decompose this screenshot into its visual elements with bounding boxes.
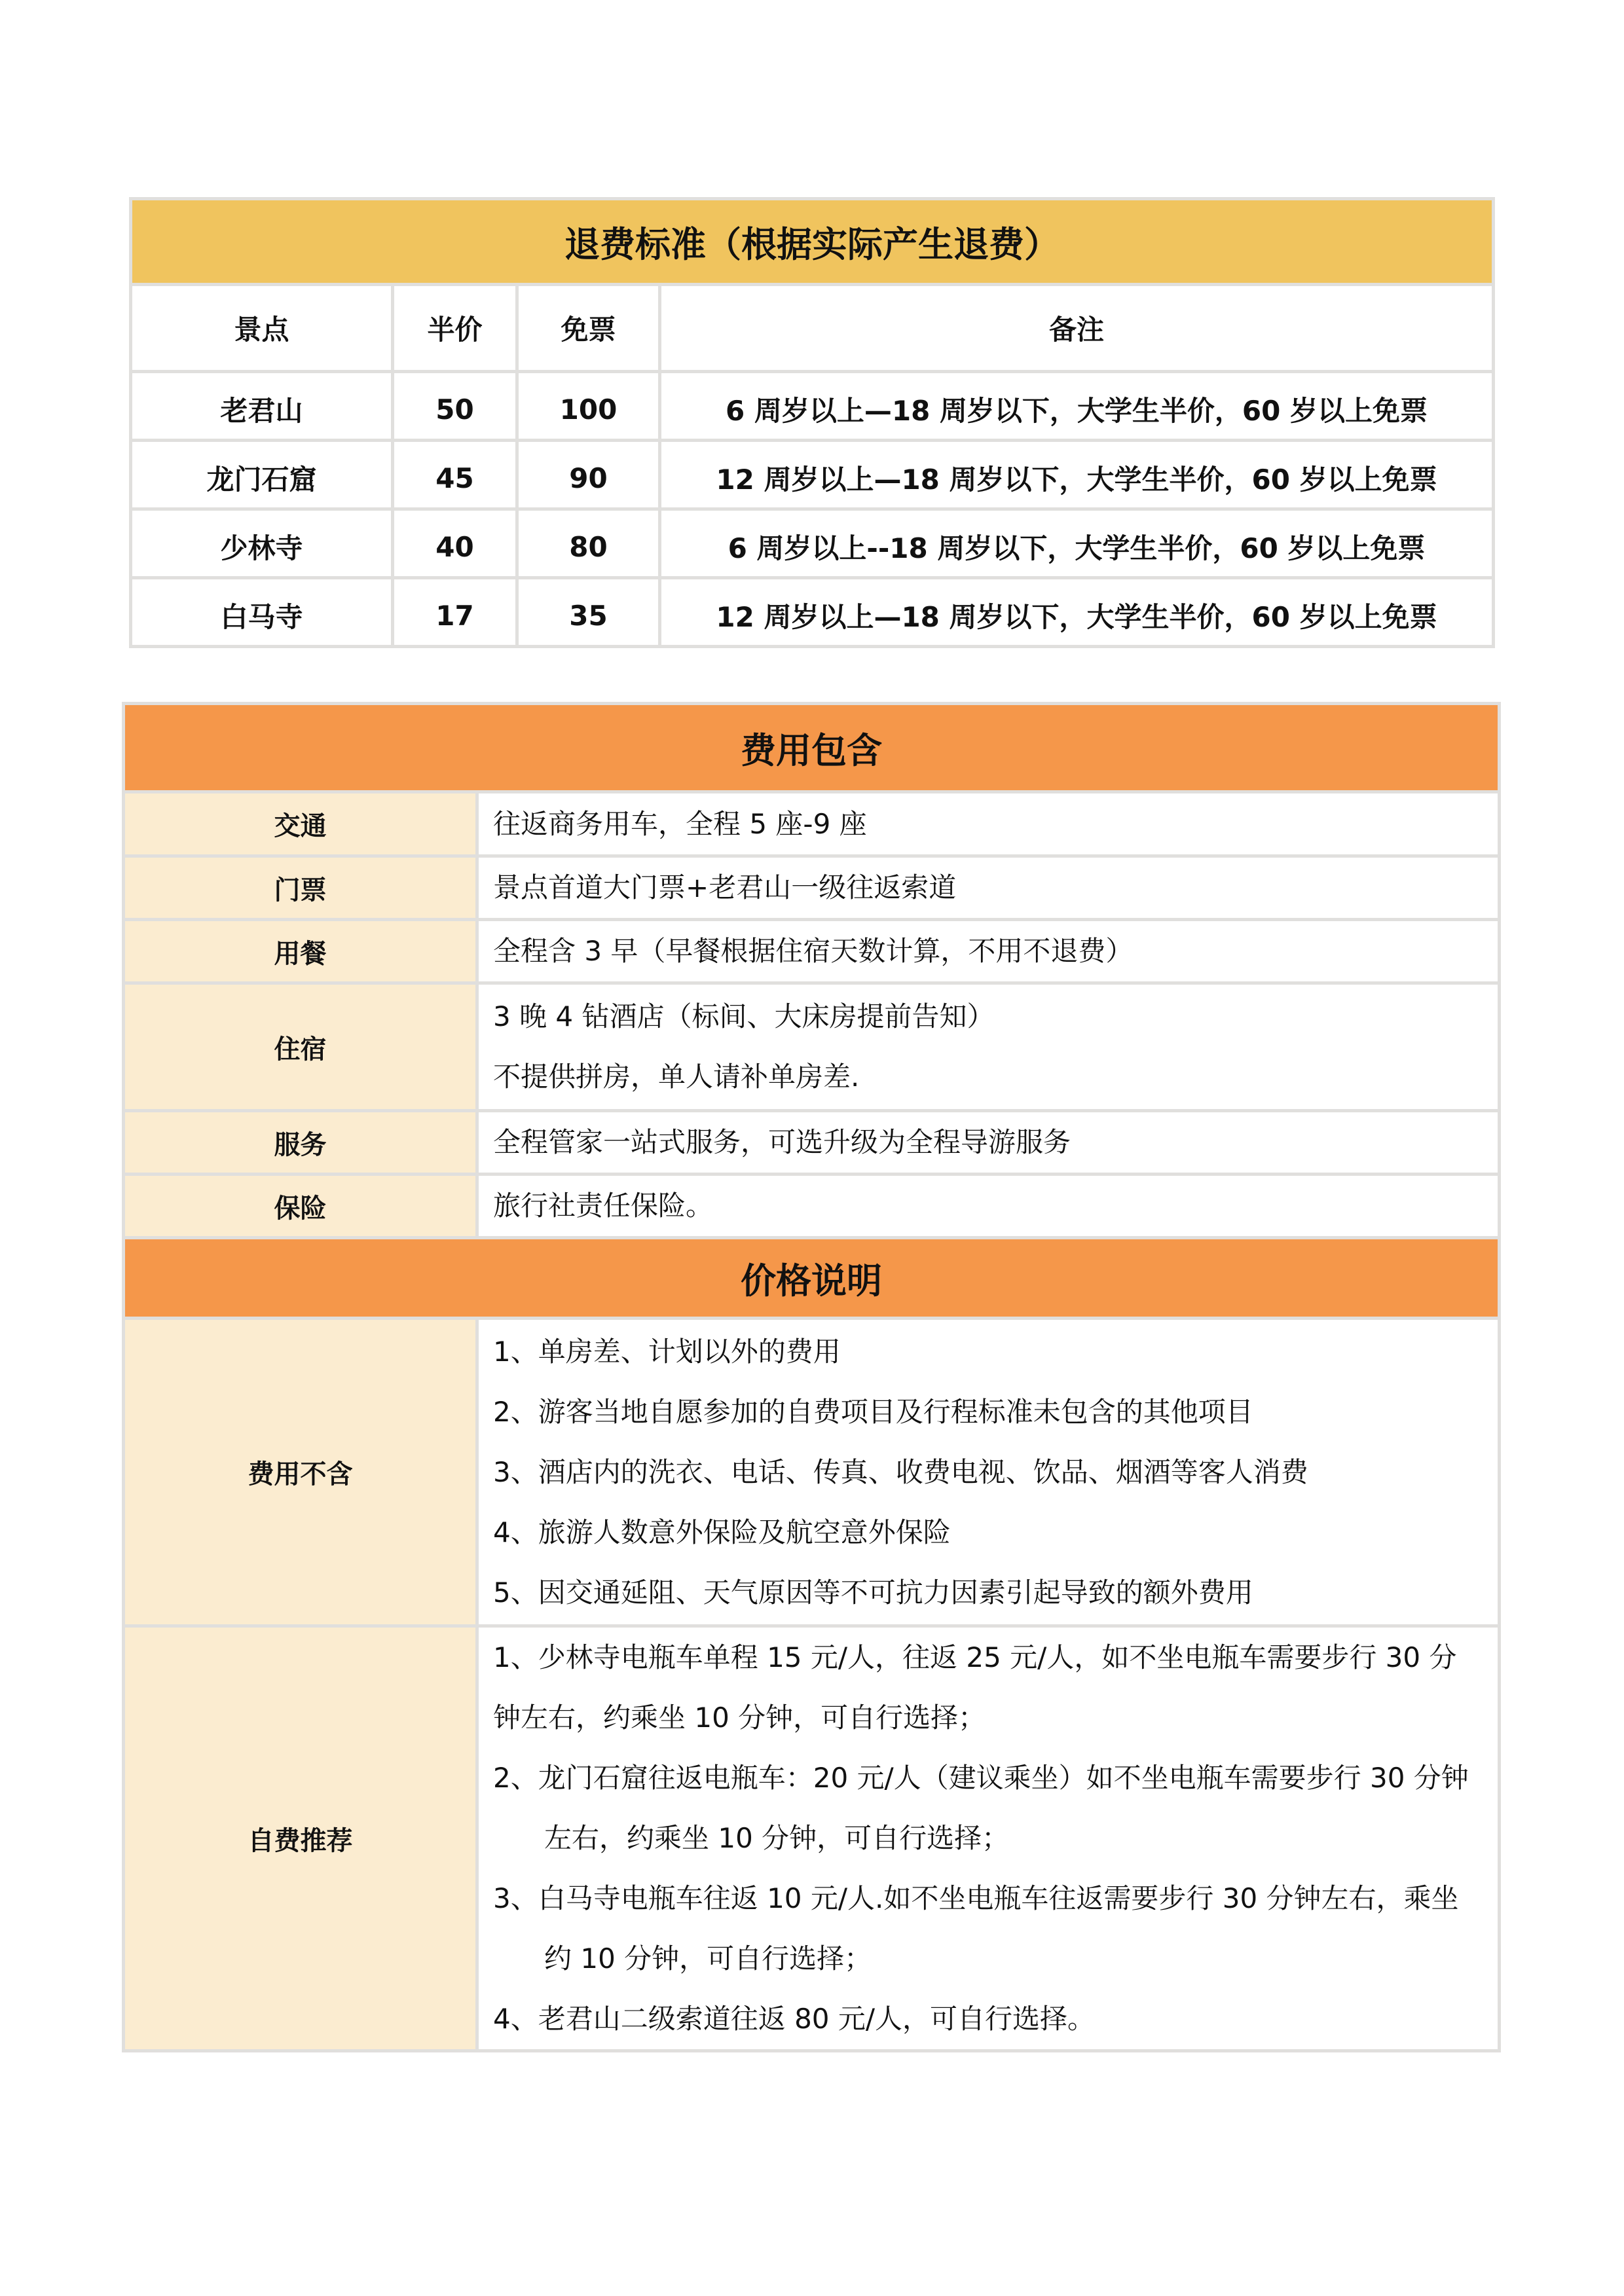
refund-table-title: 退费标准（根据实际产生退费） [131,199,1494,285]
fee-value: 全程含 3 早（早餐根据住宿天数计算，不用不退费） [493,935,1134,967]
fee-label: 门票 [124,856,477,920]
half-price: 50 [393,372,517,441]
fee-value: 往返商务用车，全程 5 座-9 座 [493,807,867,840]
note: 6 周岁以上—18 周岁以下，大学生半价，60 岁以上免票 [660,372,1494,441]
fee-label: 保险 [124,1175,477,1238]
header-spot: 景点 [131,285,393,372]
fee-label: 住宿 [124,983,477,1111]
fees-included-title: 费用包含 [124,704,1500,792]
fee-value: 3 晚 4 钻酒店（标间、大床房提前告知） [493,1000,995,1032]
fee-row-optional [124,1626,1500,2051]
header-free-ticket: 免票 [517,285,660,372]
free-amount: 100 [517,372,660,441]
note: 6 周岁以上--18 周岁以下，大学生半价，60 岁以上免票 [660,509,1494,578]
spot-name: 少林寺 [131,509,393,578]
free-amount: 80 [517,509,660,578]
table-row [131,578,1494,647]
fee-row-excluded [124,1319,1500,1626]
optional-item: 2、龙门石窟往返电瓶车：20 元/人（建议乘坐）如不坐电瓶车需要步行 30 分钟 [493,1762,1469,1794]
refund-table-header-row [131,285,1494,372]
fee-value: 旅行社责任保险。 [493,1190,714,1222]
fee-row-insurance [124,1175,1500,1238]
optional-item-cont: 左右，约乘坐 10 分钟，可自行选择； [544,1822,1010,1854]
fee-value: 不提供拼房，单人请补单房差. [493,1061,860,1093]
optional-item: 1、少林寺电瓶车单程 15 元/人，往返 25 元/人，如不坐电瓶车需要步行 30 分 [493,1641,1457,1673]
half-price: 40 [393,509,517,578]
table-row [131,509,1494,578]
refund-standard-table [129,197,1495,648]
free-amount: 90 [517,441,660,509]
fee-value: 景点首道大门票+老君山一级往返索道 [493,871,957,903]
spot-name: 白马寺 [131,578,393,647]
fee-label: 服务 [124,1111,477,1175]
fee-row-tickets [124,856,1500,920]
fee-label: 交通 [124,792,477,856]
fees-table [122,702,1501,2052]
header-note: 备注 [660,285,1494,372]
fee-row-lodging [124,983,1500,1111]
table-row [131,372,1494,441]
half-price: 17 [393,578,517,647]
optional-item-cont: 约 10 分钟，可自行选择； [544,1942,872,1975]
optional-label: 自费推荐 [124,1626,477,2051]
spot-name: 龙门石窟 [131,441,393,509]
optional-item: 4、老君山二级索道往返 80 元/人，可自行选择。 [493,2003,1096,2035]
fee-value: 全程管家一站式服务，可选升级为全程导游服务 [493,1126,1071,1158]
header-half-price: 半价 [393,285,517,372]
note: 12 周岁以上—18 周岁以下，大学生半价，60 岁以上免票 [660,441,1494,509]
excluded-label: 费用不含 [124,1319,477,1626]
half-price: 45 [393,441,517,509]
excluded-item: 3、酒店内的洗衣、电话、传真、收费电视、饮品、烟酒等客人消费 [493,1455,1308,1488]
fee-row-transport [124,792,1500,856]
note: 12 周岁以上—18 周岁以下，大学生半价，60 岁以上免票 [660,578,1494,647]
fee-row-service [124,1111,1500,1175]
table-row [131,441,1494,509]
optional-item-cont: 钟左右，约乘坐 10 分钟，可自行选择； [493,1702,986,1734]
spot-name: 老君山 [131,372,393,441]
free-amount: 35 [517,578,660,647]
price-notes-title: 价格说明 [124,1238,1500,1319]
fee-label: 用餐 [124,920,477,983]
excluded-item: 2、游客当地自愿参加的自费项目及行程标准未包含的其他项目 [493,1395,1253,1428]
excluded-item: 1、单房差、计划以外的费用 [493,1335,841,1368]
fee-row-meals [124,920,1500,983]
excluded-item: 4、旅游人数意外保险及航空意外保险 [493,1516,951,1548]
excluded-item: 5、因交通延阻、天气原因等不可抗力因素引起导致的额外费用 [493,1576,1253,1609]
optional-item: 3、白马寺电瓶车往返 10 元/人.如不坐电瓶车往返需要步行 30 分钟左右，乘坐 [493,1882,1459,1914]
